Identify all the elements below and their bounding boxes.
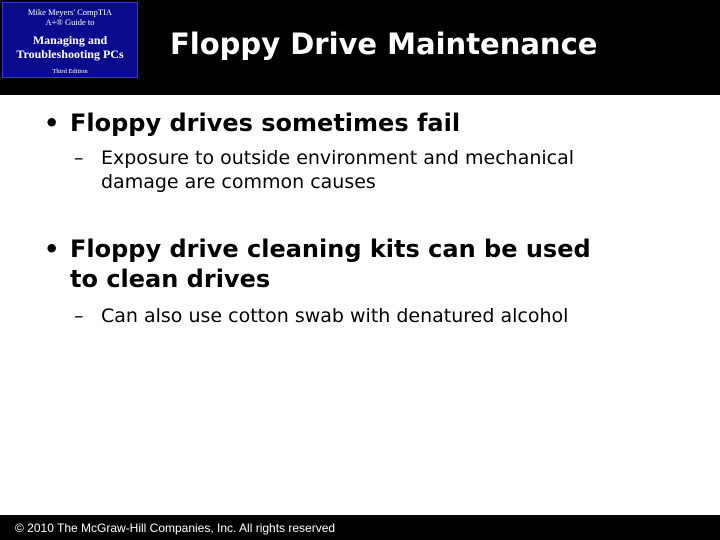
book-cover-logo xyxy=(2,2,138,78)
bullet-text-line: Floppy drive cleaning kits can be used xyxy=(70,235,591,263)
sub-bullet-text-line: Exposure to outside environment and mechanical xyxy=(101,147,575,169)
bullet-text xyxy=(70,234,591,294)
sub-bullet-text xyxy=(101,146,574,194)
bullet-text xyxy=(70,108,460,138)
sub-bullet-text-line: damage are common causes xyxy=(101,171,376,193)
sub-bullet-text xyxy=(101,304,568,328)
logo-line-series: Mike Meyers' CompTIA xyxy=(27,7,113,17)
sub-bullet-text-line: Can also use cotton swab with denatured alcohol xyxy=(101,305,569,327)
footer-band xyxy=(0,515,720,540)
logo-line-title-2: Troubleshooting PCs xyxy=(16,47,124,61)
logo-line-edition: Third Edition xyxy=(52,68,88,75)
bullet-marker: • xyxy=(44,235,60,263)
slide-title: Floppy Drive Maintenance xyxy=(170,27,598,61)
bullet-text-line: to clean drives xyxy=(70,265,271,293)
bullet-marker: • xyxy=(44,109,60,137)
logo-line-guide: A+® Guide to xyxy=(45,17,95,27)
copyright-notice: © 2010 The McGraw-Hill Companies, Inc. All rights reserved xyxy=(15,521,336,535)
sub-bullet-marker: – xyxy=(74,305,84,327)
logo-line-title-1: Managing and xyxy=(32,33,108,47)
sub-bullet-marker: – xyxy=(74,147,84,169)
header-band xyxy=(0,0,720,95)
bullet-text-line: Floppy drives sometimes fail xyxy=(70,109,461,137)
